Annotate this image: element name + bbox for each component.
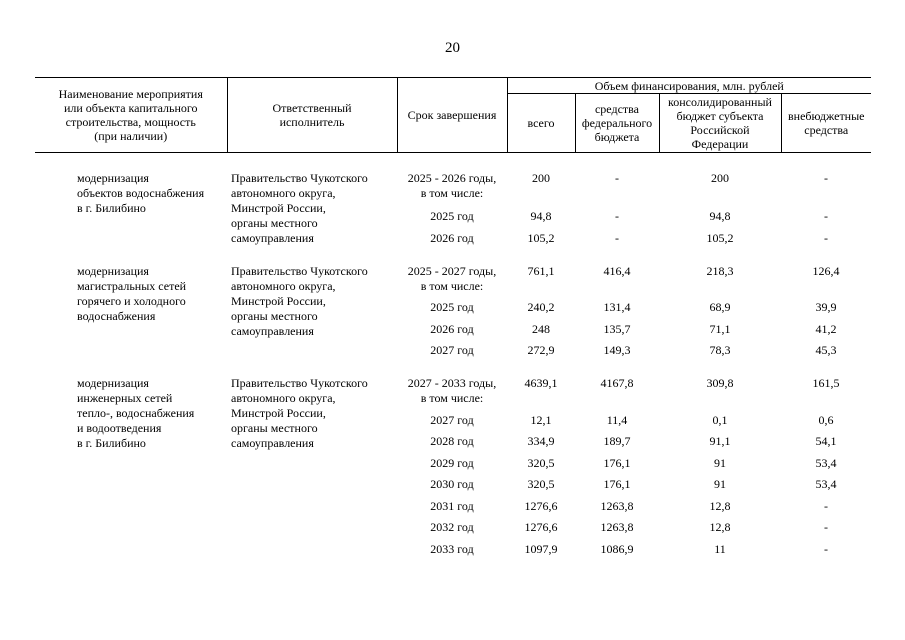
- regional-cell: 78,3: [709, 343, 731, 357]
- extra-cell: -: [824, 541, 828, 556]
- extra-cell: 126,4: [812, 263, 840, 278]
- extra-cell: -: [824, 520, 828, 534]
- extra-cell: -: [824, 230, 828, 245]
- period-cell: 2027 - 2033 годы, в том числе:: [407, 376, 497, 405]
- total-cell: 272,9: [527, 343, 555, 357]
- executor-cell: Правительство Чукотского автономного округа, Минстрой России, органы местного самоуправления: [231, 263, 368, 338]
- federal-cell: 131,4: [603, 300, 631, 314]
- financing-table: [35, 77, 871, 557]
- year-cell: 2033 год: [430, 541, 474, 556]
- regional-cell: 71,1: [709, 321, 731, 336]
- federal-cell: 416,4: [603, 263, 631, 278]
- header-regional: консолидированный бюджет субъекта Российской Федерации: [659, 94, 781, 153]
- extra-cell: 45,3: [815, 343, 837, 357]
- measure-name: модернизация магистральных сетей горячего и холодного водоснабжения: [77, 263, 187, 323]
- total-cell: 240,2: [527, 300, 555, 314]
- year-cell: 2030 год: [430, 477, 474, 491]
- regional-cell: 105,2: [706, 230, 734, 245]
- extra-cell: 0,6: [818, 412, 834, 427]
- total-cell: 761,1: [527, 263, 555, 278]
- year-cell: 2026 год: [430, 230, 474, 245]
- header-funding: Объем финансирования, млн. рублей: [507, 78, 871, 94]
- regional-cell: 218,3: [706, 263, 734, 278]
- federal-cell: 4167,8: [600, 376, 634, 390]
- header-extra: внебюджетные средства: [781, 94, 871, 153]
- regional-cell: 94,8: [709, 209, 731, 223]
- federal-cell: 189,7: [603, 434, 631, 448]
- total-cell: 200: [532, 170, 550, 185]
- federal-cell: 176,1: [603, 455, 631, 470]
- year-cell: 2026 год: [430, 321, 474, 336]
- extra-cell: -: [824, 209, 828, 223]
- federal-cell: -: [615, 230, 619, 245]
- header-deadline: Срок завершения: [397, 78, 507, 153]
- header-executor: Ответственный исполнитель: [227, 78, 397, 153]
- group-spacer: [35, 246, 871, 264]
- total-cell: 1276,6: [524, 520, 558, 534]
- year-cell: 2032 год: [430, 520, 474, 534]
- regional-cell: 200: [711, 170, 729, 185]
- regional-cell: 12,8: [709, 498, 731, 513]
- extra-cell: -: [824, 170, 828, 185]
- total-cell: 334,9: [527, 434, 555, 448]
- summary-row: [35, 171, 871, 203]
- federal-cell: 11,4: [606, 412, 628, 427]
- extra-cell: 41,2: [815, 321, 837, 336]
- year-cell: 2029 год: [430, 455, 474, 470]
- regional-cell: 91: [714, 477, 726, 491]
- year-cell: 2031 год: [430, 498, 474, 513]
- extra-cell: 161,5: [812, 376, 840, 390]
- measure-name: модернизация объектов водоснабжения в г. Билибино: [77, 170, 205, 215]
- period-cell: 2025 - 2027 годы, в том числе:: [407, 263, 497, 293]
- total-cell: 320,5: [527, 477, 555, 491]
- year-cell: 2025 год: [430, 209, 474, 223]
- regional-cell: 68,9: [709, 300, 731, 314]
- table-body: [35, 153, 871, 557]
- regional-cell: 11: [714, 541, 726, 556]
- extra-cell: 53,4: [815, 455, 837, 470]
- year-cell: 2028 год: [430, 434, 474, 448]
- federal-cell: 176,1: [603, 477, 631, 491]
- extra-cell: 54,1: [815, 434, 837, 448]
- page-number: 20: [445, 40, 460, 56]
- regional-cell: 12,8: [709, 520, 731, 534]
- total-cell: 12,1: [530, 412, 552, 427]
- period-cell: 2025 - 2026 годы, в том числе:: [407, 170, 497, 200]
- total-cell: 94,8: [530, 209, 552, 223]
- federal-cell: -: [615, 209, 619, 223]
- total-cell: 248: [532, 321, 550, 336]
- executor-cell: Правительство Чукотского автономного округа, Минстрой России, органы местного самоуправления: [231, 170, 368, 245]
- total-cell: 1276,6: [524, 498, 558, 513]
- regional-cell: 309,8: [706, 376, 734, 390]
- group-spacer: [35, 153, 871, 171]
- regional-cell: 0,1: [712, 412, 728, 427]
- year-cell: 2027 год: [430, 412, 474, 427]
- header-name: Наименование мероприятия или объекта капитального строительства, мощность (при наличии): [35, 78, 227, 153]
- header-federal: средства федерального бюджета: [575, 94, 659, 153]
- total-cell: 105,2: [527, 230, 555, 245]
- federal-cell: 1086,9: [600, 541, 634, 556]
- total-cell: 320,5: [527, 455, 555, 470]
- executor-cell: Правительство Чукотского автономного округа, Минстрой России, органы местного самоуправления: [231, 376, 368, 450]
- federal-cell: -: [615, 170, 619, 185]
- extra-cell: 39,9: [815, 300, 837, 314]
- federal-cell: 149,3: [603, 343, 631, 357]
- extra-cell: 53,4: [815, 477, 837, 491]
- measure-name: модернизация инженерных сетей тепло-, водоснабжения и водоотведения в г. Билибино: [77, 376, 195, 450]
- group-spacer: [35, 358, 871, 376]
- regional-cell: 91,1: [709, 434, 731, 448]
- year-cell: 2027 год: [430, 343, 474, 357]
- regional-cell: 91: [714, 455, 726, 470]
- federal-cell: 1263,8: [600, 498, 634, 513]
- summary-row: [35, 264, 871, 294]
- summary-row: [35, 376, 871, 406]
- federal-cell: 135,7: [603, 321, 631, 336]
- year-cell: 2025 год: [430, 300, 474, 314]
- header-total: всего: [507, 94, 575, 153]
- total-cell: 4639,1: [524, 376, 558, 390]
- total-cell: 1097,9: [524, 541, 558, 556]
- federal-cell: 1263,8: [600, 520, 634, 534]
- extra-cell: -: [824, 498, 828, 513]
